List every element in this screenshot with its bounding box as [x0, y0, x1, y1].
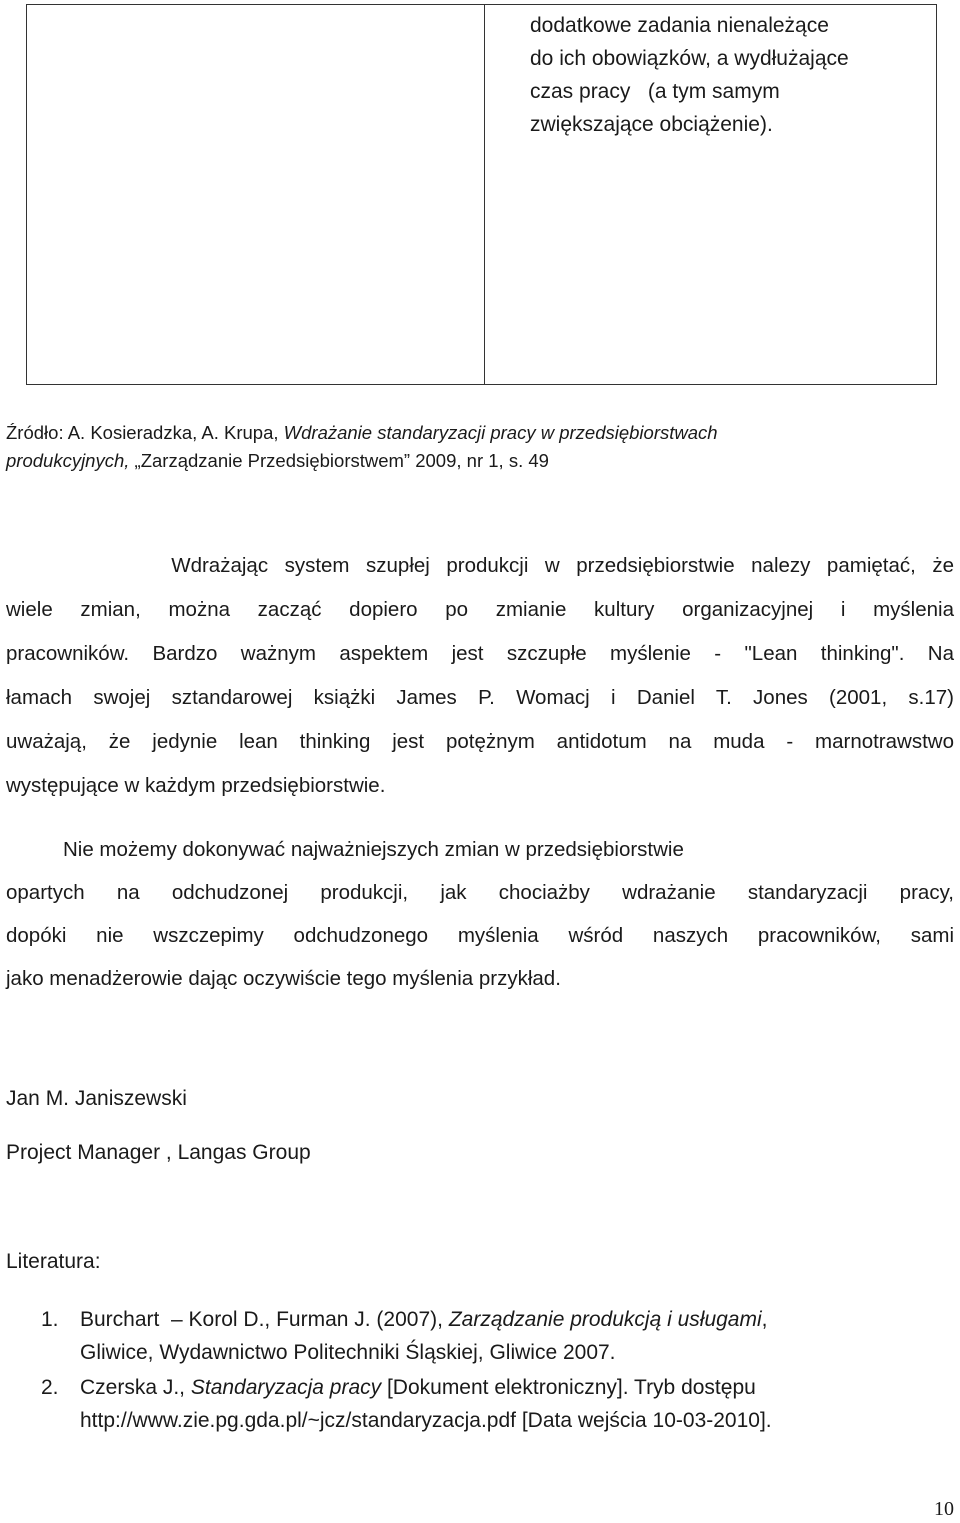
table-cell-line: zwiększające obciążenie). — [530, 113, 773, 136]
source-citation — [6, 419, 718, 475]
table-cell-line: czas pracy (a tym samym — [530, 80, 780, 103]
reference-after-title: [Dokument elektroniczny]. Tryb dostępu — [381, 1376, 756, 1399]
table-fragment — [26, 4, 937, 385]
source-title-cont: produkcyjnych, — [6, 450, 130, 471]
reference-after-title: , — [761, 1308, 768, 1331]
reference-authors: Burchart – Korol D., Furman J. (2007), — [80, 1308, 449, 1331]
reference-url-line: http://www.zie.pg.gda.pl/~jcz/standaryzacja.pdf [Data wejścia 10-03-2010]. — [80, 1409, 772, 1432]
table-right-cell — [530, 9, 920, 141]
paragraph-changes — [6, 828, 954, 1000]
reference-line2: Gliwice, Wydawnictwo Politechniki Śląskiej, Gliwice 2007. — [80, 1341, 616, 1364]
paragraph-lean-thinking — [6, 544, 954, 808]
source-title: Wdrażanie standaryzacji pracy w przedsiębiorstwach — [283, 422, 718, 443]
reference-item — [41, 1371, 772, 1437]
literature-heading: Literatura: — [6, 1250, 101, 1273]
paragraph-line: opartych na odchudzonej produkcji, jak chociażby wdrażanie standaryzacji pracy, — [6, 881, 954, 904]
table-cell-line: do ich obowiązków, a wydłużające — [530, 47, 849, 70]
paragraph-line: Wdrażając system szupłej produkcji w przedsiębiorstwie nalezy pamiętać, że — [6, 554, 954, 577]
source-rest: „Zarządzanie Przedsiębiorstwem” 2009, nr 1, s. 49 — [129, 450, 549, 471]
author-role: Project Manager , Langas Group — [6, 1141, 311, 1164]
paragraph-line: wiele zmian, można zacząć dopiero po zmianie kultury organizacyjnej i myślenia — [6, 598, 954, 621]
paragraph-line: występujące w każdym przedsiębiorstwie. — [6, 774, 386, 797]
table-cell-line: dodatkowe zadania nienależące — [530, 14, 829, 37]
table-column-divider — [484, 5, 485, 384]
source-prefix: Źródło: A. Kosieradzka, A. Krupa, — [6, 422, 284, 443]
paragraph-line: pracowników. Bardzo ważnym aspektem jest szczupłe myślenie - "Lean thinking". Na — [6, 642, 954, 665]
reference-number: 1. — [41, 1308, 59, 1331]
reference-title: Zarządzanie produkcją i usługami — [448, 1308, 762, 1331]
reference-list — [41, 1303, 772, 1437]
paragraph-line: łamach swojej sztandarowej książki James P. Womacj i Daniel T. Jones (2001, s.17) — [6, 686, 954, 709]
page-number: 10 — [934, 1498, 954, 1520]
reference-number: 2. — [41, 1376, 59, 1399]
reference-authors: Czerska J., — [80, 1376, 191, 1399]
author-name: Jan M. Janiszewski — [6, 1087, 187, 1110]
reference-title: Standaryzacja pracy — [190, 1376, 382, 1399]
reference-item — [41, 1303, 772, 1369]
paragraph-line: dopóki nie wszczepimy odchudzonego myślenia wśród naszych pracowników, sami — [6, 924, 954, 947]
paragraph-line: jako menadżerowie dając oczywiście tego myślenia przykład. — [6, 967, 561, 990]
paragraph-line: uważają, że jedynie lean thinking jest potężnym antidotum na muda - marnotrawstwo — [6, 730, 954, 753]
paragraph-line: Nie możemy dokonywać najważniejszych zmian w przedsiębiorstwie — [6, 838, 684, 861]
